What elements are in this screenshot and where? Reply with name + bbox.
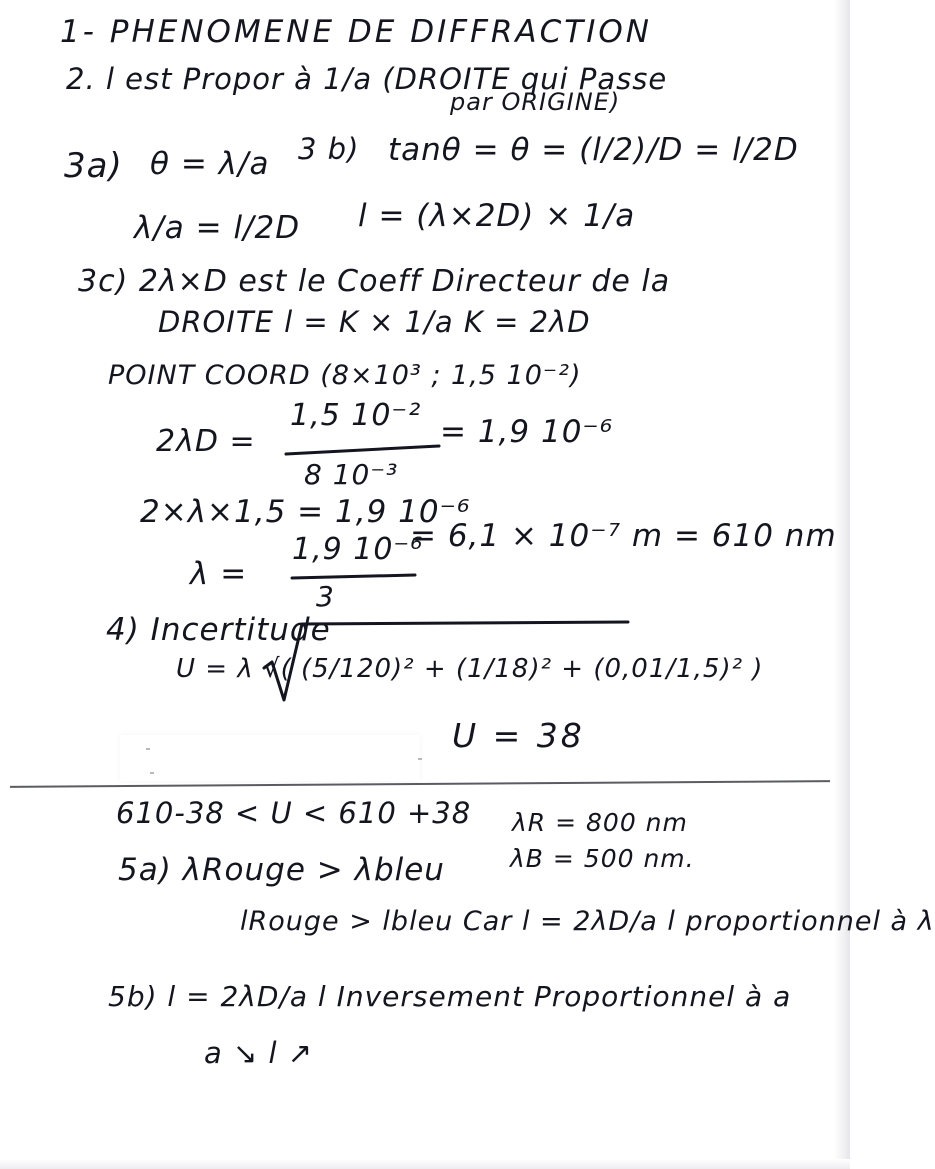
answer-3c-line1: 3c) 2λ×D est le Coeff Directeur de la bbox=[78, 264, 671, 299]
answer-3c-lambda-numerator: 1,9 10⁻⁶ bbox=[292, 532, 424, 567]
answer-5b-line1: 5b) l = 2λD/a l Inversement Proportionnel à a bbox=[108, 980, 792, 1013]
answer-3c-equation: 2×λ×1,5 = 1,9 10⁻⁶ bbox=[140, 494, 471, 530]
answer-3a-equation: θ = λ/a bbox=[150, 146, 270, 182]
fraction-bar-icon bbox=[284, 442, 444, 458]
answer-3a-label: 3a) bbox=[64, 146, 123, 186]
answer-4-interval: 610-38 < U < 610 +38 bbox=[116, 796, 472, 830]
answer-2-line1: 2. l est Propor à 1/a (DROITE qui Passe bbox=[66, 62, 668, 96]
answer-3c-line2: DROITE l = K × 1/a K = 2λD bbox=[158, 305, 591, 339]
answer-3b-expression: l = (λ×2D) × 1/a bbox=[358, 198, 636, 234]
fold-line bbox=[10, 780, 830, 788]
answer-4-label: 4) Incertitude bbox=[106, 612, 331, 648]
scan-speck bbox=[146, 748, 150, 750]
answer-5a-lambda-blue: λB = 500 nm. bbox=[510, 844, 695, 873]
answer-5b-line2: a ↘ l ↗ bbox=[204, 1036, 314, 1070]
answer-3c-denominator: 8 10⁻³ bbox=[304, 458, 399, 491]
fraction-bar-icon bbox=[290, 570, 420, 582]
answer-3b-label: 3 b) bbox=[298, 132, 360, 166]
answer-4-equation: U = λ √( (5/120)² + (1/18)² + (0,01/1,5)² ) bbox=[176, 654, 764, 684]
answer-3c-point: POINT COORD (8×10³ ; 1,5 10⁻²) bbox=[108, 360, 582, 391]
scan-speck bbox=[150, 772, 154, 774]
answer-3c-2lambdaD-result: = 1,9 10⁻⁶ bbox=[440, 414, 614, 450]
answer-3b-equation: tanθ = θ = (l/2)/D = l/2D bbox=[388, 132, 799, 168]
answer-5a-line1: 5a) λRouge > λbleu bbox=[118, 852, 445, 888]
answer-4-result: U = 38 bbox=[452, 716, 585, 755]
answer-2-line2: par ORIGINE) bbox=[450, 88, 621, 116]
paper-edge-shadow bbox=[834, 0, 850, 1169]
answer-3c-lambda-lhs: λ = bbox=[190, 556, 248, 592]
answer-1: 1- PHENOMENE DE DIFFRACTION bbox=[60, 14, 652, 50]
answer-3c-lambda-result: = 6,1 × 10⁻⁷ m = 610 nm bbox=[410, 518, 837, 554]
answer-5a-line2: lRouge > lbleu Car l = 2λD/a l proportionnel à λ bbox=[240, 906, 935, 937]
answer-3c-lambda-denominator: 3 bbox=[316, 580, 335, 613]
scan-speck bbox=[418, 758, 422, 760]
erased-area bbox=[120, 735, 420, 781]
paper-edge-shadow-bottom bbox=[0, 1159, 850, 1169]
answer-5a-lambda-red: λR = 800 nm bbox=[512, 808, 688, 837]
answer-3a-ratio: λ/a = l/2D bbox=[134, 210, 301, 246]
answer-3c-numerator: 1,5 10⁻² bbox=[290, 398, 422, 433]
answer-3c-2lambdaD-lhs: 2λD = bbox=[156, 424, 256, 459]
